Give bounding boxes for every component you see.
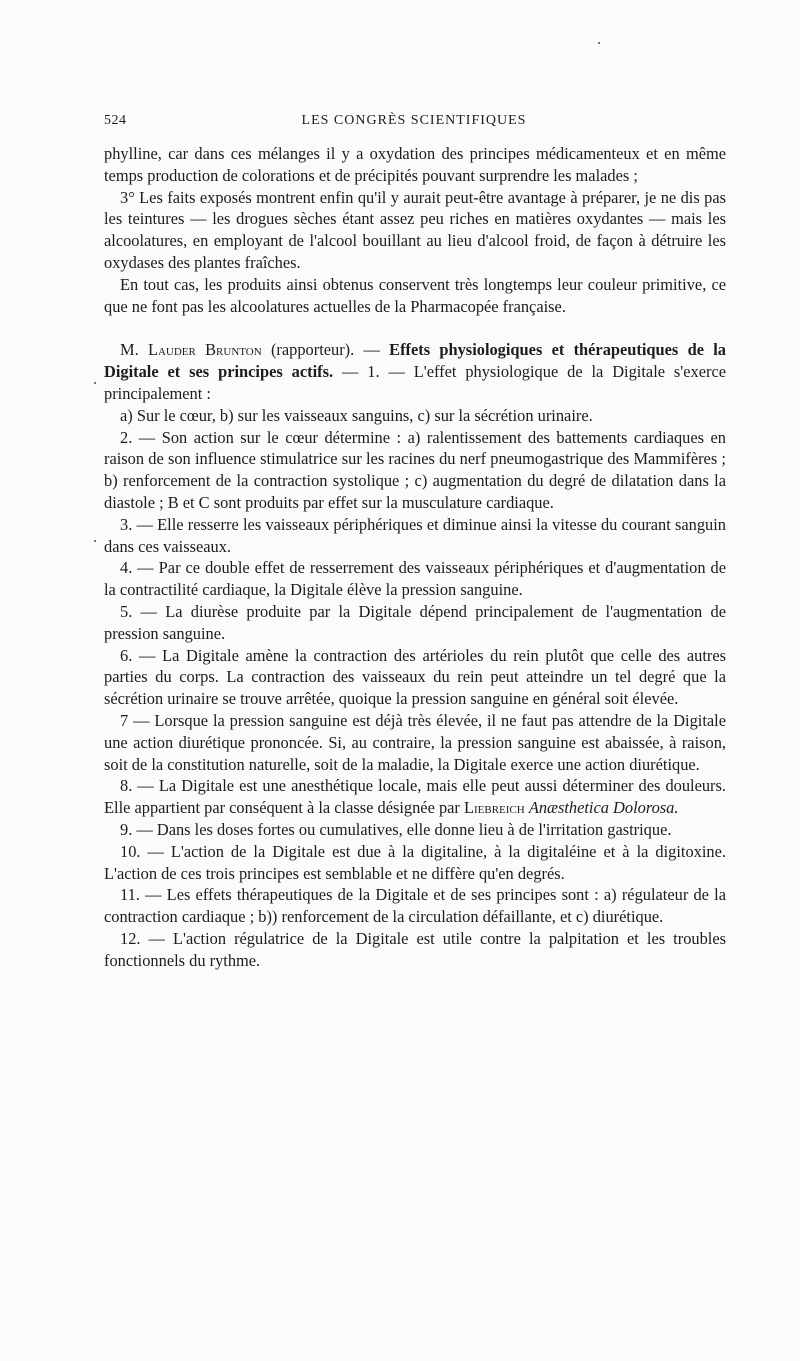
paragraph-point-9: 9. — Dans les doses fortes ou cumulatives, elle donne lieu à de l'irritation gastrique.	[120, 819, 672, 839]
paragraph-point-7: 7 — Lorsque la pression sanguine est déjà très élevée, il ne faut pas attendre de la Digitale une action diurétique prononcée. Si, au contraire, la pression sanguine est abaissée, à raison, soit de la constitution naturelle, soit de la maladie, la Digitale exerce une action diurétique.	[104, 710, 726, 774]
report-title: Effets physiologiques et thérapeutiques de la Digitale et ses principes actifs.	[104, 340, 726, 382]
paragraph-point-6: 6. — La Digitale amène la contraction des artérioles du rein plutôt que celle des autres parties du corps. La contraction des vaisseaux du rein peut atteindre un tel degré que la sécrétion urinaire se trouve arrêtée, quoique la pression sanguine en général soit élevée.	[104, 645, 726, 709]
cited-author: Liebreich	[463, 798, 525, 818]
page-body	[104, 143, 726, 971]
paragraph-report-intro	[104, 339, 726, 404]
paragraph-effects-list: a) Sur le cœur, b) sur les vaisseaux sanguins, c) sur la sécrétion urinaire.	[120, 405, 593, 425]
page-header	[104, 113, 724, 133]
paragraph-point-12: 12. — L'action régulatrice de la Digitale est utile contre la palpitation et les troubles fonctionnels du rythme.	[104, 928, 726, 970]
print-speck	[94, 382, 96, 384]
author-role: (rapporteur). —	[261, 340, 390, 360]
paragraph-point-8	[104, 775, 726, 819]
paragraph-point-4: 4. — Par ce double effet de resserrement des vaisseaux périphériques et d'augmentation de la contractilité cardiaque, la Digitale élève la pression sanguine.	[104, 558, 726, 600]
report-point-1: — 1. — L'effet physiologique de la Digitale s'exerce principalement :	[104, 362, 727, 403]
point-8-text: 8. — La Digitale est une anesthétique locale, mais elle peut aussi déterminer des douleurs. Elle appartient par conséquent à la classe désignée par	[104, 776, 726, 818]
paragraph-point-3b: 3. — Elle resserre les vaisseaux périphériques et diminue ainsi la vitesse du courant sanguin dans ces vaisseaux.	[104, 514, 726, 556]
author-name: Lauder Brunton	[147, 340, 262, 360]
paragraph-continuation: phylline, car dans ces mélanges il y a oxydation des principes médicamenteux et en même temps production de colorations et de précipités pouvant surprendre les malades ;	[104, 144, 726, 185]
paragraph-point-2: 2. — Son action sur le cœur détermine : a) ralentissement des battements cardiaques en raison de son influence stimulatrice sur les racines du nerf pneumogastrique des Mammifères ; b) renforcement de la contraction systolique ; c) augmentation du degré de dilatation dans la diastole ; B et C sont produits par effet sur la musculature cardiaque.	[104, 427, 726, 512]
latin-term: Anæsthetica Dolorosa.	[528, 798, 679, 818]
print-speck	[598, 42, 600, 44]
paragraph-point-3: 3° Les faits exposés montrent enfin qu'il y aurait peut-être avantage à préparer, je ne dis pas les teintures — les drogues sèches étant assez peu riches en matières oxydantes — mais les alcoolatures, en employant de l'alcool bouillant au lieu d'alcool froid, de façon à détruire les oxydases des plantes fraîches.	[104, 187, 726, 272]
print-speck	[94, 540, 96, 542]
author-prefix: M.	[120, 340, 139, 360]
paragraph-point-10: 10. — L'action de la Digitale est due à la digitaline, à la digitaléine et à la digitoxine. L'action de ces trois principes est semblable et ne diffère qu'en degrés.	[104, 841, 726, 883]
running-title: LES CONGRÈS SCIENTIFIQUES	[301, 113, 527, 128]
paragraph-conclusion: En tout cas, les produits ainsi obtenus conservent très longtemps leur couleur primitive, ce que ne font pas les alcoolatures actuelles de la Pharmacopée française.	[104, 274, 726, 316]
paragraph-point-5: 5. — La diurèse produite par la Digitale dépend principalement de l'augmentation de pression sanguine.	[104, 601, 726, 643]
page-number: 524	[104, 113, 127, 128]
paragraph-point-11: 11. — Les effets thérapeutiques de la Digitale et de ses principes sont : a) régulateur de la contraction cardiaque ; b)) renforcement de la circulation défaillante, et c) diurétique.	[104, 885, 726, 927]
